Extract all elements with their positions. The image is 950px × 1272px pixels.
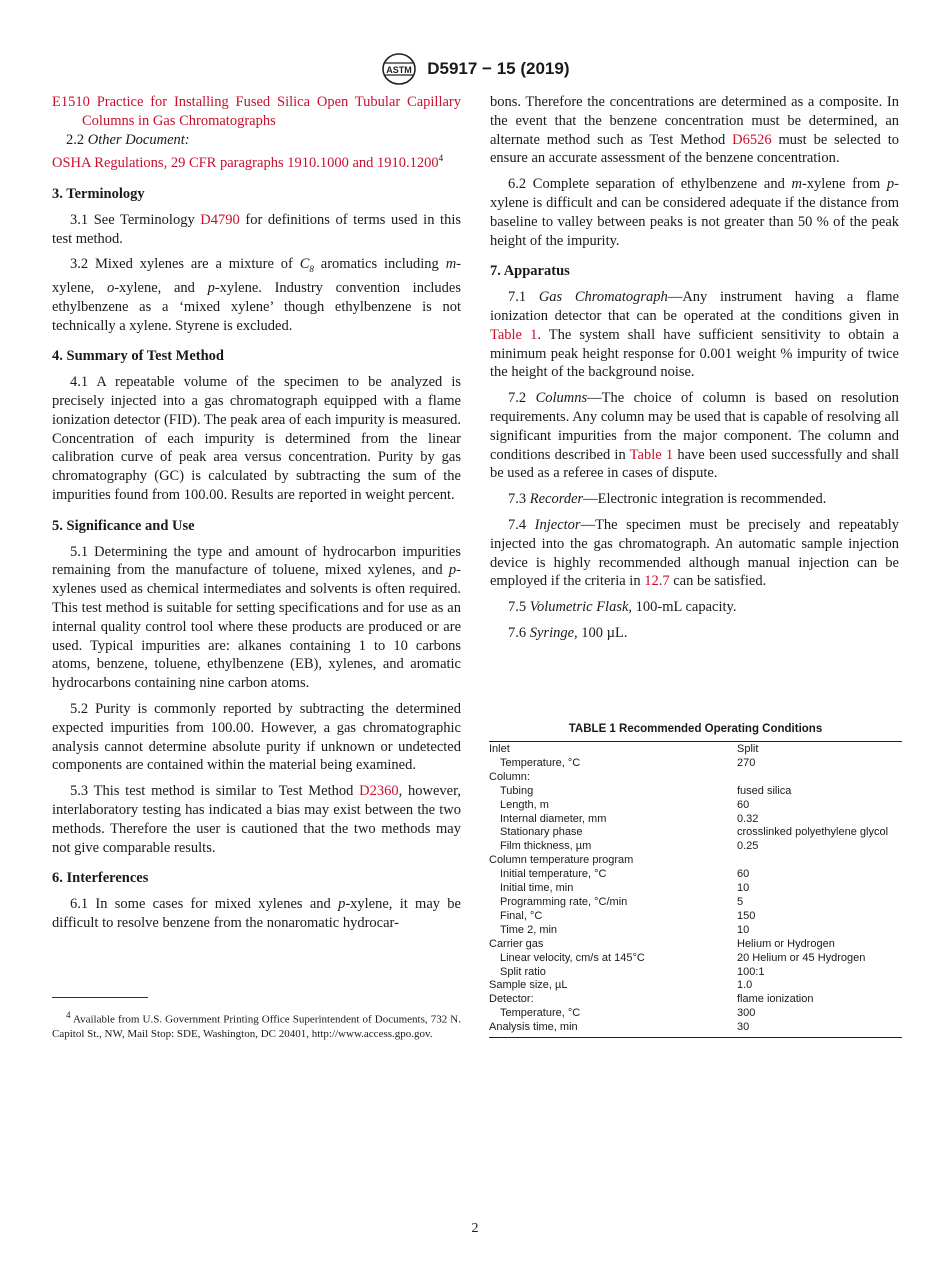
paragraph-7-3: 7.3 Recorder—Electronic integration is recommended. [508, 491, 827, 508]
table-param: Programming rate, °C/min [500, 895, 628, 908]
ref-link-osha-title[interactable]: paragraphs 1910.1000 and 1910.1200 [219, 155, 439, 172]
section-heading-summary: 4. Summary of Test Method [52, 348, 224, 365]
table-value: 5 [737, 895, 744, 908]
paragraph-6-1: 6.1 In some cases for mixed xylenes and p-xylene, it may be difficult to resolve benzene from the nonaromatic hydrocar- [52, 896, 461, 931]
table-value: 10 [737, 923, 750, 936]
table-param: Final, °C [500, 909, 543, 922]
paragraph-7-5: 7.5 Volumetric Flask, 100-mL capacity. [508, 599, 737, 616]
paragraph-7-1: 7.1 Gas Chromatograph—Any instrument having a flame ionization detector that can be operated at the conditions given in Table 1. The system shall have sufficient sensitivity to obtain a minimum peak height response for 0.001 weight % impurity of twice the height of the background noise. [490, 289, 899, 381]
section-heading-significance: 5. Significance and Use [52, 517, 195, 534]
paragraph-7-2: 7.2 Columns—The choice of column is based on resolution requirements. Any column may be used that is capable of resolving all significant impurities from the major component. The column and conditions described in Table 1 have been used successfully and shall be used as a referee in cases of dispute. [490, 390, 900, 482]
table-value: 0.25 [737, 840, 759, 853]
table-param: Time 2, min [500, 923, 558, 936]
table-value [737, 771, 902, 785]
ref-link-12-7[interactable]: 12.7 [644, 573, 670, 590]
ref-link-d6526[interactable]: D6526 [732, 131, 772, 148]
table-param: Detector: [489, 993, 534, 1006]
table-value: 60 [737, 868, 750, 881]
table-value: 0.32 [737, 812, 759, 825]
table-param: Carrier gas [489, 937, 544, 950]
table-row [489, 924, 902, 938]
table-row [489, 757, 902, 771]
table-row [489, 742, 902, 757]
ref-link-table-1[interactable]: Table 1 [490, 326, 538, 343]
left-column [52, 93, 461, 940]
table-row [489, 799, 902, 813]
table-row [489, 868, 902, 882]
table-param: Stationary phase [500, 826, 583, 839]
table-row [489, 785, 902, 799]
table-value: Split [737, 743, 759, 755]
paragraph-7-6: 7.6 Syringe, 100 µL. [508, 624, 628, 641]
table-value: 1.0 [737, 979, 753, 992]
section-heading-apparatus: 7. Apparatus [490, 263, 570, 280]
standard-designation: D5917 − 15 (2019) [427, 59, 570, 78]
page-header [0, 52, 950, 86]
table-value: flame ionization [737, 993, 814, 1006]
table-param: Column: [489, 770, 530, 783]
paragraph-6-1-continued: bons. Therefore the concentrations are determined as a composite. In the event that the benzene concentration must be determined, an alternate method such as Test Method D6526 must be selected to ensure an accurate assessment of the benzene concentration. [490, 94, 900, 167]
table-value: 10 [737, 882, 750, 895]
table-param: Analysis time, min [489, 1021, 578, 1034]
paragraph-3-1: 3.1 See Terminology D4790 for definitions of terms used in this test method. [52, 211, 461, 247]
paragraph-7-4: 7.4 Injector—The specimen must be precisely and repeatably injected into the gas chromatograph. An automatic sample injection device is highly recommended although manual injection can be employed if the criteria in 12.7 can be satisfied. [490, 516, 900, 590]
table-value: 30 [737, 1021, 750, 1034]
page-number: 2 [471, 1221, 479, 1236]
operating-conditions-table [489, 741, 902, 1038]
table-row [489, 840, 902, 854]
ref-link-e1510-title[interactable]: Practice for Installing Fused Silica Open Tubular Capillary Columns in Gas Chromatographs [82, 94, 461, 129]
footnote-divider [52, 997, 148, 998]
table-param: Linear velocity, cm/s at 145°C [500, 951, 645, 964]
table-param: Sample size, µL [489, 979, 568, 992]
table-row [489, 938, 902, 952]
table-param: Column temperature program [489, 854, 634, 867]
table-row [489, 966, 902, 980]
table-value: 300 [737, 1007, 756, 1020]
subsection-2-2: 2.2 Other Document: [66, 131, 190, 148]
paragraph-5-3: 5.3 This test method is similar to Test Method D2360, however, interlaboratory testing has indicated a bias may exist between the two methods. Therefore the user is cautioned that the two methods may not give comparable results. [52, 783, 461, 856]
paragraph-3-2: 3.2 Mixed xylenes are a mixture of $C_8$ aromatics including m-xylene, o-xylene, and p-xylene. Industry convention includes ethylbenzene as a ‘mixed xylene’ though ethylbenzene is not technically a xylene. Styrene is excluded. [52, 256, 462, 334]
table-row [489, 1021, 902, 1037]
footnote: $^4$ Available from U.S. Government Printing Office Superintendent of Documents, 732 N. Capitol St., NW, Mail Stop: SDE, Washington, DC 20401, http://www.access.gpo.gov. [52, 1010, 461, 1041]
table-row [489, 826, 902, 840]
reference-e1510 [52, 93, 461, 131]
table-1 [489, 723, 902, 1038]
paragraph-5-1: 5.1 Determining the type and amount of hydrocarbon impurities remaining from the manufacture of toluene, mixed xylenes, and p-xylenes used as chemical intermediates and solvents is often required. This test method is suitable for setting specifications and for use as an internal quality control tool where these products are produced or are used. Typical impurities are: alkanes containing 1 to 10 carbons atoms, benzene, toluene, ethylbenzene (EB), xylenes, and aromatic hydrocarbons containing nine carbon atoms. [52, 543, 461, 692]
table-param: Initial temperature, °C [500, 868, 607, 881]
ref-link-osha[interactable]: OSHA Regulations, 29 CFR [52, 155, 217, 172]
paragraph-4-1: 4.1 A repeatable volume of the specimen to be analyzed is precisely injected into a gas chromatograph equipped with a flame ionization detector (FID). The peak area of each impurity is measured. Concentration of each impurity is determined from the linear calibration curve of peak area versus concentration. Purity by gas chromatography (GC) is calculated by subtracting the sum of the impurities found from 100.00. Results are reported in weight percent. [52, 374, 461, 504]
ref-link-d4790[interactable]: D4790 [200, 211, 240, 228]
paragraph-5-2: 5.2 Purity is commonly reported by subtracting the determined expected impurities from 100.00. However, a gas chromatographic analysis cannot determine absolute purity if unknown or undetected components are contained within the material being examined. [52, 701, 461, 774]
reference-osha [52, 149, 461, 173]
table-row [489, 910, 902, 924]
table-title: TABLE 1 Recommended Operating Conditions [568, 723, 823, 735]
table-value: Helium or Hydrogen [737, 937, 835, 950]
section-heading-interferences: 6. Interferences [52, 870, 149, 887]
table-row [489, 882, 902, 896]
table-row [489, 979, 902, 993]
table-value: 270 [737, 756, 756, 769]
table-value: 150 [737, 909, 756, 922]
ref-link-e1510[interactable]: E1510 [52, 94, 90, 110]
table-value: 100:1 [737, 965, 765, 978]
table-row [489, 896, 902, 910]
table-row [489, 993, 902, 1007]
table-param: Inlet [489, 743, 510, 755]
table-param: Temperature, °C [500, 756, 581, 769]
ref-link-table-1[interactable]: Table 1 [629, 446, 674, 463]
table-param: Internal diameter, mm [500, 812, 607, 825]
table-param: Tubing [500, 784, 534, 797]
table-value: fused silica [737, 784, 792, 797]
astm-logo-icon [381, 52, 417, 86]
table-row [489, 813, 902, 827]
section-heading-terminology: 3. Terminology [52, 186, 145, 203]
paragraph-6-2: 6.2 Complete separation of ethylbenzene and m-xylene from p-xylene is difficult and can be considered adequate if the distance from baseline to valley between peaks is not greater than 50 % of the peak height of the impurity. [490, 176, 900, 249]
table-value: 60 [737, 798, 750, 811]
table-param: Temperature, °C [500, 1007, 581, 1020]
table-value: 20 Helium or 45 Hydrogen [737, 951, 866, 964]
ref-link-d2360[interactable]: D2360 [359, 783, 399, 800]
table-value: crosslinked polyethylene glycol [737, 826, 889, 839]
right-column [490, 93, 899, 650]
table-param: Split ratio [500, 965, 546, 978]
table-row [489, 771, 902, 785]
table-value [737, 854, 902, 868]
footnote-marker: 4 [438, 153, 444, 164]
table-param: Length, m [500, 798, 549, 811]
svg-text:ASTM: ASTM [385, 65, 412, 75]
table-row [489, 1007, 902, 1021]
table-row [489, 952, 902, 966]
table-param: Initial time, min [500, 882, 574, 895]
table-row [489, 854, 902, 868]
table-param: Film thickness, µm [500, 840, 592, 853]
